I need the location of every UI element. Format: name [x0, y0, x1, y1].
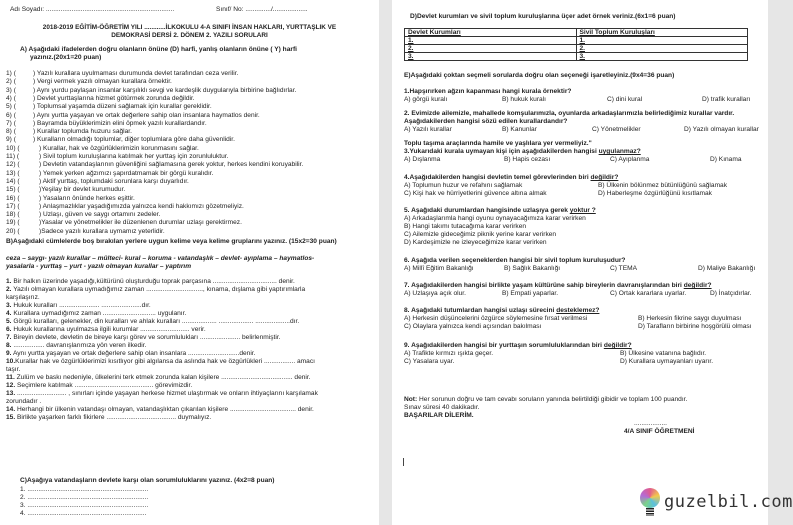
fill-blank-text: karşılaşırız.: [6, 294, 40, 301]
fill-blank-item: [6, 358, 315, 366]
fill-blank-text: ........................... , sınırları içinde yaşayan herkese hizmet ulaştırmak ve onların ihtiyaçlarını karşılamak: [15, 390, 318, 397]
answer-option[interactable]: C) Yasalara uyar.: [404, 358, 455, 365]
answer-option[interactable]: B) Hangi takımı tutacağıma karar verirken: [404, 223, 527, 230]
true-false-number: 4) (: [6, 94, 16, 102]
fill-blank-text: Yazılı olmayan kurallara uymadığımız zaman ..............................., kınama, dışlama gibi yaptırımlarla: [11, 286, 306, 293]
answer-option[interactable]: B) Hapis cezası: [504, 156, 551, 163]
fill-blank-text: Bir halkın üzerinde yaşadığı,kültürünü oluşturduğu toprak parçasına ................................... denir.: [11, 278, 295, 285]
answer-option[interactable]: A) Trafikte kırmızı ışıkta geçer.: [404, 350, 494, 357]
answer-option[interactable]: B) Ülkesine vatanına bağlıdır.: [620, 350, 707, 357]
question-text: 8. Aşağıdaki tutumlardan hangisi uzlaşı sürecini: [404, 307, 557, 314]
fill-blank-number: 14.: [6, 406, 16, 413]
answer-option[interactable]: A) Herkesin düşüncelerini özgürce söylemesine fırsat verilmesi: [404, 315, 588, 322]
section-c-instruction: C)Aşağıya vatandaşların devlete karşı olan sorumluluklarını yazınız. (4x2=8 puan): [20, 477, 275, 484]
fill-blank-number: 1.: [6, 278, 12, 285]
fill-blank-number: 9.: [6, 350, 12, 357]
table-header-text: Devlet Kurumları: [408, 29, 461, 36]
question-emphasis: uygulanmaz?: [598, 148, 641, 155]
answer-option[interactable]: D) Kurallara uymayanları uyarır.: [620, 358, 714, 365]
word-bank-line2: yasalarla - yurttaş – yurt - yazılı olmayan kurallar – yaptırım: [6, 263, 192, 270]
table-cell-text: 1.: [579, 37, 585, 44]
fill-blank-number: 11.: [6, 374, 15, 381]
true-false-number: 15) (: [6, 186, 20, 194]
fill-blank-text: Seçimlere katılmak ........................................... görevimizdir.: [15, 382, 193, 389]
table-cell[interactable]: [405, 53, 577, 61]
fill-blank-item: [6, 326, 206, 334]
true-false-number: 14) (: [6, 177, 20, 185]
note-label: Not:: [404, 396, 418, 403]
text-cursor: [403, 458, 404, 466]
table-header-text: Sivil Toplum Kuruluşları: [579, 29, 655, 36]
question-stem: [404, 257, 625, 265]
fill-blank-number: 4.: [6, 310, 12, 317]
table-cell-text: 1.: [408, 37, 414, 44]
answer-option[interactable]: B) Herkesin fikrine saygı duyulması: [638, 315, 742, 322]
fill-blank-item: [6, 286, 305, 294]
true-false-statement: )Sadece yazılı kurallara uymamız yeterlidir.: [39, 227, 165, 235]
fill-blank-number: 15.: [6, 414, 16, 421]
section-a-instruction: A) Aşağıdaki ifadelerden doğru olanların önüne (D) harfi, yanlış olanların önüne ( Y) harfi: [20, 46, 297, 53]
answer-option[interactable]: B) Ülkenin bölünmez bütünlüğünü sağlamak: [598, 182, 728, 189]
table-header-cell: [405, 29, 577, 37]
question-emphasis: desteklemez?: [556, 307, 600, 314]
true-false-statement: ) Devlet yurttaşlarına hizmet götürmek zorunda değildir.: [33, 94, 195, 102]
fill-blank-item: [6, 350, 255, 358]
true-false-statement: ) Yazılı kurallara uyulmaması durumunda devlet tarafından ceza verilir.: [33, 70, 239, 77]
table-cell-text: 2.: [408, 45, 414, 52]
fill-blank-number: 10.: [6, 358, 16, 365]
answer-option[interactable]: A) Toplumun huzur ve refahını sağlamak: [404, 182, 523, 189]
answer-option[interactable]: D) İnatçıdırlar.: [710, 290, 752, 297]
answer-option[interactable]: C) Kişi hak ve hürriyetlerini güvence altına almak: [404, 190, 547, 197]
teacher-signature: 4/A SINIF ÖĞRETMENİ: [624, 428, 695, 435]
fill-blank-item: [6, 398, 41, 406]
question-stem: [404, 207, 596, 215]
true-false-number: 18) (: [6, 211, 20, 219]
true-false-statement: ) Yasaların önünde herkes eşittir.: [39, 194, 135, 202]
question-context: 2. Evimizde ailemizle, mahallede komşularımızla, oyunlarda arkadaşlarımızla belirlediğimiz kurallar vardır.: [404, 110, 735, 117]
true-false-statement: ) Yemek yerken ağzımızı şapırdatmamak bir görgü kuralıdır.: [39, 169, 214, 177]
answer-option[interactable]: A) görgü kuralı: [404, 96, 448, 103]
answer-option[interactable]: C) Ailemizle gideceğimiz piknik yerine karar verirken: [404, 231, 557, 238]
good-luck-text: BAŞARILAR DİLERİM.: [404, 412, 474, 419]
table-cell-text: 3.: [408, 53, 414, 60]
fill-blank-item: [6, 318, 299, 326]
true-false-statement: ) Aynı yurdu paylaşan insanlar karşılıklı sevgi ve kardeşlik duygularıyla birbirine bağlıdırlar.: [33, 86, 297, 94]
table-cell[interactable]: [405, 37, 577, 45]
true-false-statement: ) Sivil toplum kuruluşlarına katılmak her yurttaş için zorunluluktur.: [39, 153, 229, 160]
answer-option[interactable]: A) Millî Eğitim Bakanlığı: [404, 265, 474, 272]
question-text: 4.Aşağıdakilerden hangisi devletin temel görevlerinden biri: [404, 174, 591, 181]
question-text: 6. Aşağıda verilen seçeneklerden hangisi bir sivil toplum kuruluşudur?: [404, 257, 626, 264]
question-emphasis: yoktur ?: [569, 207, 596, 214]
fill-blank-text: Hukuk kuralları ...................... ......................dır.: [11, 302, 151, 309]
question-text: 5. Aşağıdaki durumlardan hangisinde uzlaşıya gerek: [404, 207, 570, 214]
section-e-instruction: E)Aşağıdaki çoktan seçmeli sorularda doğru olan seçeneği işaretleyiniz.(9x4=36 puan): [404, 72, 675, 79]
question-context: Toplu taşıma araçlarında hamile ve yaşlılara yer vermeliyiz.": [404, 140, 592, 147]
fill-blank-item: [6, 382, 192, 390]
table-cell[interactable]: [576, 45, 748, 53]
table-cell[interactable]: [576, 53, 748, 61]
watermark-text: guzelbil.com: [664, 492, 793, 512]
answer-option[interactable]: D) trafik kuralları: [702, 96, 751, 103]
fill-blank-number: 12.: [6, 382, 16, 389]
true-false-statement: ) Vergi vermek yazılı olmayan kurallara örnektir.: [33, 78, 172, 86]
answer-line: 4. .................................................................: [20, 510, 147, 517]
table-cell[interactable]: [405, 45, 577, 53]
question-stem: [404, 307, 599, 315]
class-field-label: Sınıf/ No: ............../...................: [216, 6, 308, 13]
true-false-number: 1) (: [6, 70, 16, 77]
exam-title-line2: DEMOKRASİ DERSİ 2. DÖNEM 2. YAZILI SORULARI: [111, 32, 268, 39]
true-false-number: 19) (: [6, 219, 20, 227]
fill-blank-text: taşır.: [6, 366, 21, 373]
fill-blank-item: [6, 390, 318, 398]
table-cell-text: 3.: [579, 53, 585, 60]
answer-option[interactable]: D) Kardeşimizle ne izleyeceğimize karar verirken: [404, 239, 547, 246]
question-stem: [404, 174, 618, 182]
answer-option[interactable]: A) Arkadaşlarımla hangi oyunu oynayacağımıza karar verirken: [404, 215, 586, 222]
true-false-statement: )Yasalar ve yönetmelikler ile düzenlenen durumlar uzlaşı gerektirmez.: [39, 219, 242, 227]
exam-page-right: [392, 0, 768, 525]
true-false-number: 20) (: [6, 227, 20, 235]
true-false-number: 16) (: [6, 194, 20, 202]
true-false-number: 10) (: [6, 144, 20, 152]
true-false-number: 8) (: [6, 128, 16, 136]
fill-blank-text: Zulüm ve baskı nedeniyle, ülkelerini terk etmek zorunda kalan kişilere ....................................... denir.: [14, 374, 311, 381]
fill-blank-item: [6, 302, 151, 310]
exam-title-line1: 2018-2019 EĞİTİM-ÖĞRETİM YILI ............İLKOKULU 4-A SINIFI İNSAN HAKLARI, YURTTAŞLIK VE: [42, 24, 337, 31]
fill-blank-text: zorundadır .: [6, 398, 42, 405]
answer-option[interactable]: A) Yazılı kurallar: [404, 126, 452, 133]
true-false-number: 2) (: [6, 78, 16, 86]
true-false-number: 9) (: [6, 136, 16, 144]
answer-option[interactable]: D) Kınama: [710, 156, 742, 163]
answer-option[interactable]: D) Yazılı olmayan kurallar: [684, 126, 759, 133]
table-cell[interactable]: [576, 37, 748, 45]
exam-page-left: [0, 0, 379, 525]
question-stem: [404, 148, 641, 156]
section-d-instruction: D)Devlet kurumları ve sivil toplum kuruluşlarına üçer adet örnek veriniz.(6x1=6 puan): [410, 13, 676, 20]
fill-blank-text: Birlikte yaşarken farklı fikirlere ...................................... duymalıyız.: [15, 414, 212, 421]
section-b-instruction: B)Aşağıdaki cümlelerde boş bırakılan yerlere uygun kelime veya kelime gruplarını yazınız. (15x2=30 puan): [6, 238, 337, 245]
name-field-label: Adı Soyadı: ......................................................................: [10, 6, 175, 13]
answer-option[interactable]: B) Kanunlar: [502, 126, 537, 133]
fill-blank-text: Bireyin devlete, devletin de bireye karşı görev ve sorumlulukları ...................... belirlenmiştir.: [11, 334, 281, 341]
answer-option[interactable]: C) dini kural: [607, 96, 643, 103]
question-text: 3.Yukarıdaki kurala uymayan kişi için aşağıdakilerden hangisi: [404, 148, 599, 155]
fill-blank-number: 5.: [6, 318, 12, 325]
true-false-statement: ) Uzlaşı, güven ve saygı ortamını zedeler.: [39, 211, 161, 219]
fill-blank-item: [6, 342, 146, 350]
question-stem: [404, 282, 712, 290]
question-emphasis: değildir?: [603, 342, 632, 349]
true-false-statement: ) Kurallar, hak ve özgürlüklerimizin korunmasını sağlar.: [39, 144, 199, 152]
true-false-number: 5) (: [6, 103, 16, 111]
answer-option[interactable]: C) Yönetmelikler: [592, 126, 641, 133]
question-emphasis: değildir?: [590, 174, 619, 181]
true-false-statement: ) Kurallar toplumda huzuru sağlar.: [33, 128, 132, 136]
fill-blank-text: ................. davranışlarımıza yön veren ilkedir.: [11, 342, 147, 349]
answer-option[interactable]: D) Tarafların birbirine hoşgörülü olması: [638, 323, 752, 330]
fill-blank-number: 6.: [6, 326, 12, 333]
section-a-instruction-points: yazınız.(20x1=20 puan): [30, 54, 102, 61]
true-false-number: 6) (: [6, 111, 16, 119]
fill-blank-item: [6, 374, 311, 382]
answer-option[interactable]: D) Haberleşme özgürlüğünü kısıtlamak: [598, 190, 712, 197]
fill-blank-text: Herhangi bir ülkenin vatandaşı olmayan, vatandaşlıktan çıkarılan kişilere .................................... denir.: [15, 406, 314, 413]
answer-option[interactable]: C) Ortak kararlara uyarlar.: [610, 290, 687, 297]
answer-option[interactable]: C) TEMA: [610, 265, 637, 272]
exam-duration: Sınav süresi 40 dakikadır.: [404, 404, 480, 411]
answer-option[interactable]: B) Empati yaparlar.: [502, 290, 559, 297]
true-false-number: 11) (: [6, 153, 20, 160]
answer-option[interactable]: A) Dışlanma: [404, 156, 441, 163]
true-false-number: 12) (: [6, 161, 20, 169]
true-false-statement: ) Anlaşmazlıklar yaşadığımızda yalnızca kendi hakkımızı gözetmeliyiz.: [39, 202, 244, 210]
true-false-statement: ) Aynı yurtta yaşayan ve ortak değerlere sahip olan insanlara haymatlos denir.: [33, 111, 260, 119]
answer-option[interactable]: A) Uzlaşıya açık olur.: [404, 290, 466, 297]
true-false-statement: ) Toplumsal yaşamda düzeni sağlamak için kurallar gereklidir.: [33, 103, 212, 111]
note: [404, 396, 687, 404]
true-false-number: 7) (: [6, 119, 16, 127]
answer-option[interactable]: D) Maliye Bakanlığı: [698, 265, 756, 272]
fill-blank-item: [6, 294, 40, 302]
fill-blank-number: 7.: [6, 334, 12, 341]
true-false-statement: ) Aktif yurttaş, toplumdaki sorunlara karşı duyarlıdır.: [39, 177, 189, 185]
lightbulb-icon: [640, 488, 660, 516]
question-stem: [404, 118, 567, 126]
answer-option[interactable]: C) Ayıplanma: [610, 156, 650, 163]
fill-blank-number: 8.: [6, 342, 12, 349]
fill-blank-item: [6, 366, 20, 374]
table-row: [405, 53, 748, 61]
true-false-number: 3) (: [6, 86, 16, 94]
question-text: Aşağıdakilerden hangisi sözü edilen kurallardandır?: [404, 118, 568, 125]
true-false-number: 17) (: [6, 202, 20, 210]
fill-blank-number: 2.: [6, 286, 12, 293]
question-text: 9. Aşağıdakilerden hangisi bir yurttaşın sorumluluklarından biri: [404, 342, 604, 349]
fill-blank-item: [6, 334, 281, 342]
answer-option[interactable]: B) Sağlık Bakanlığı: [504, 265, 561, 272]
watermark-logo: [640, 488, 793, 516]
fill-blank-number: 13.: [6, 390, 16, 397]
table-cell-text: 2.: [579, 45, 585, 52]
table-row: [405, 37, 748, 45]
fill-blank-text: Aynı yurtta yaşayan ve ortak değerlere sahip olan insanlara ............................denir.: [11, 350, 256, 357]
true-false-number: 13) (: [6, 169, 20, 177]
question-stem: [404, 88, 571, 96]
fill-blank-text: Görgü kuralları, gelenekler, din kuralları ve ahlak kuralları ................... ................... ...................dır.: [11, 318, 300, 325]
fill-blank-item: [6, 414, 211, 422]
answer-line: 1. ..................................................................: [20, 486, 149, 493]
fill-blank-item: [6, 406, 314, 414]
question-text: 1.Hapşırırken ağzın kapanması hangi kurala örnektir?: [404, 88, 572, 95]
true-false-statement: ) Kuralların olmadığı toplumlar, diğer toplumlara göre daha güvenlidir.: [33, 136, 235, 144]
fill-blank-text: Kurallar hak ve özgürlüklerimizi kısıtlıyor gibi algılansa da aslında hak ve özgürlükleri ................. amacı: [15, 358, 315, 365]
note-text: Her sorunun doğru ve tam cevabı soruların yanında belirtildiği gibidir ve toplam 100 puandır.: [417, 396, 688, 403]
signature-dots: ..................: [634, 420, 667, 427]
word-bank-line1: ceza – saygı- yazılı kurallar – mülteci- kural – koruma - vatandaşlık – devlet- ayıplama – haymatlos-: [6, 255, 315, 262]
fill-blank-number: 3.: [6, 302, 12, 309]
table-row: [405, 45, 748, 53]
fill-blank-text: Hukuk kurallarına uyulmazsa ilgili kurumlar ........................... verir.: [11, 326, 206, 333]
answer-option[interactable]: B) hukuk kuralı: [502, 96, 546, 103]
question-text: 7. Aşağıdakilerden hangisi birlikte yaşam kültürüne sahip bireylerin davranışlarından biri: [404, 282, 684, 289]
question-emphasis: değildir?: [683, 282, 712, 289]
answer-line: 3. ..................................................................: [20, 502, 149, 509]
true-false-statement: ) Bayramda büyüklerimizin elini öpmek yazılı kurallardandır.: [33, 119, 207, 127]
question-stem: [404, 342, 632, 350]
true-false-statement: ) Devletin vatandaşlarının güvenliğini sağlamasına gerek yoktur, herkes kendini koruyabilir.: [39, 161, 304, 169]
table-header-cell: [576, 29, 748, 37]
fill-blank-item: [6, 278, 295, 286]
fill-blank-text: Kurallara uymadığımız zaman ............................. uygulanır.: [11, 310, 187, 317]
answer-line: 2. ..................................................................: [20, 494, 149, 501]
fill-blank-item: [6, 310, 186, 318]
answer-option[interactable]: C) Olaylara yalnızca kendi açısından bakılması: [404, 323, 542, 330]
section-d-table: [404, 28, 748, 61]
true-false-statement: )Yeşilay bir devlet kurumudur.: [39, 186, 126, 194]
